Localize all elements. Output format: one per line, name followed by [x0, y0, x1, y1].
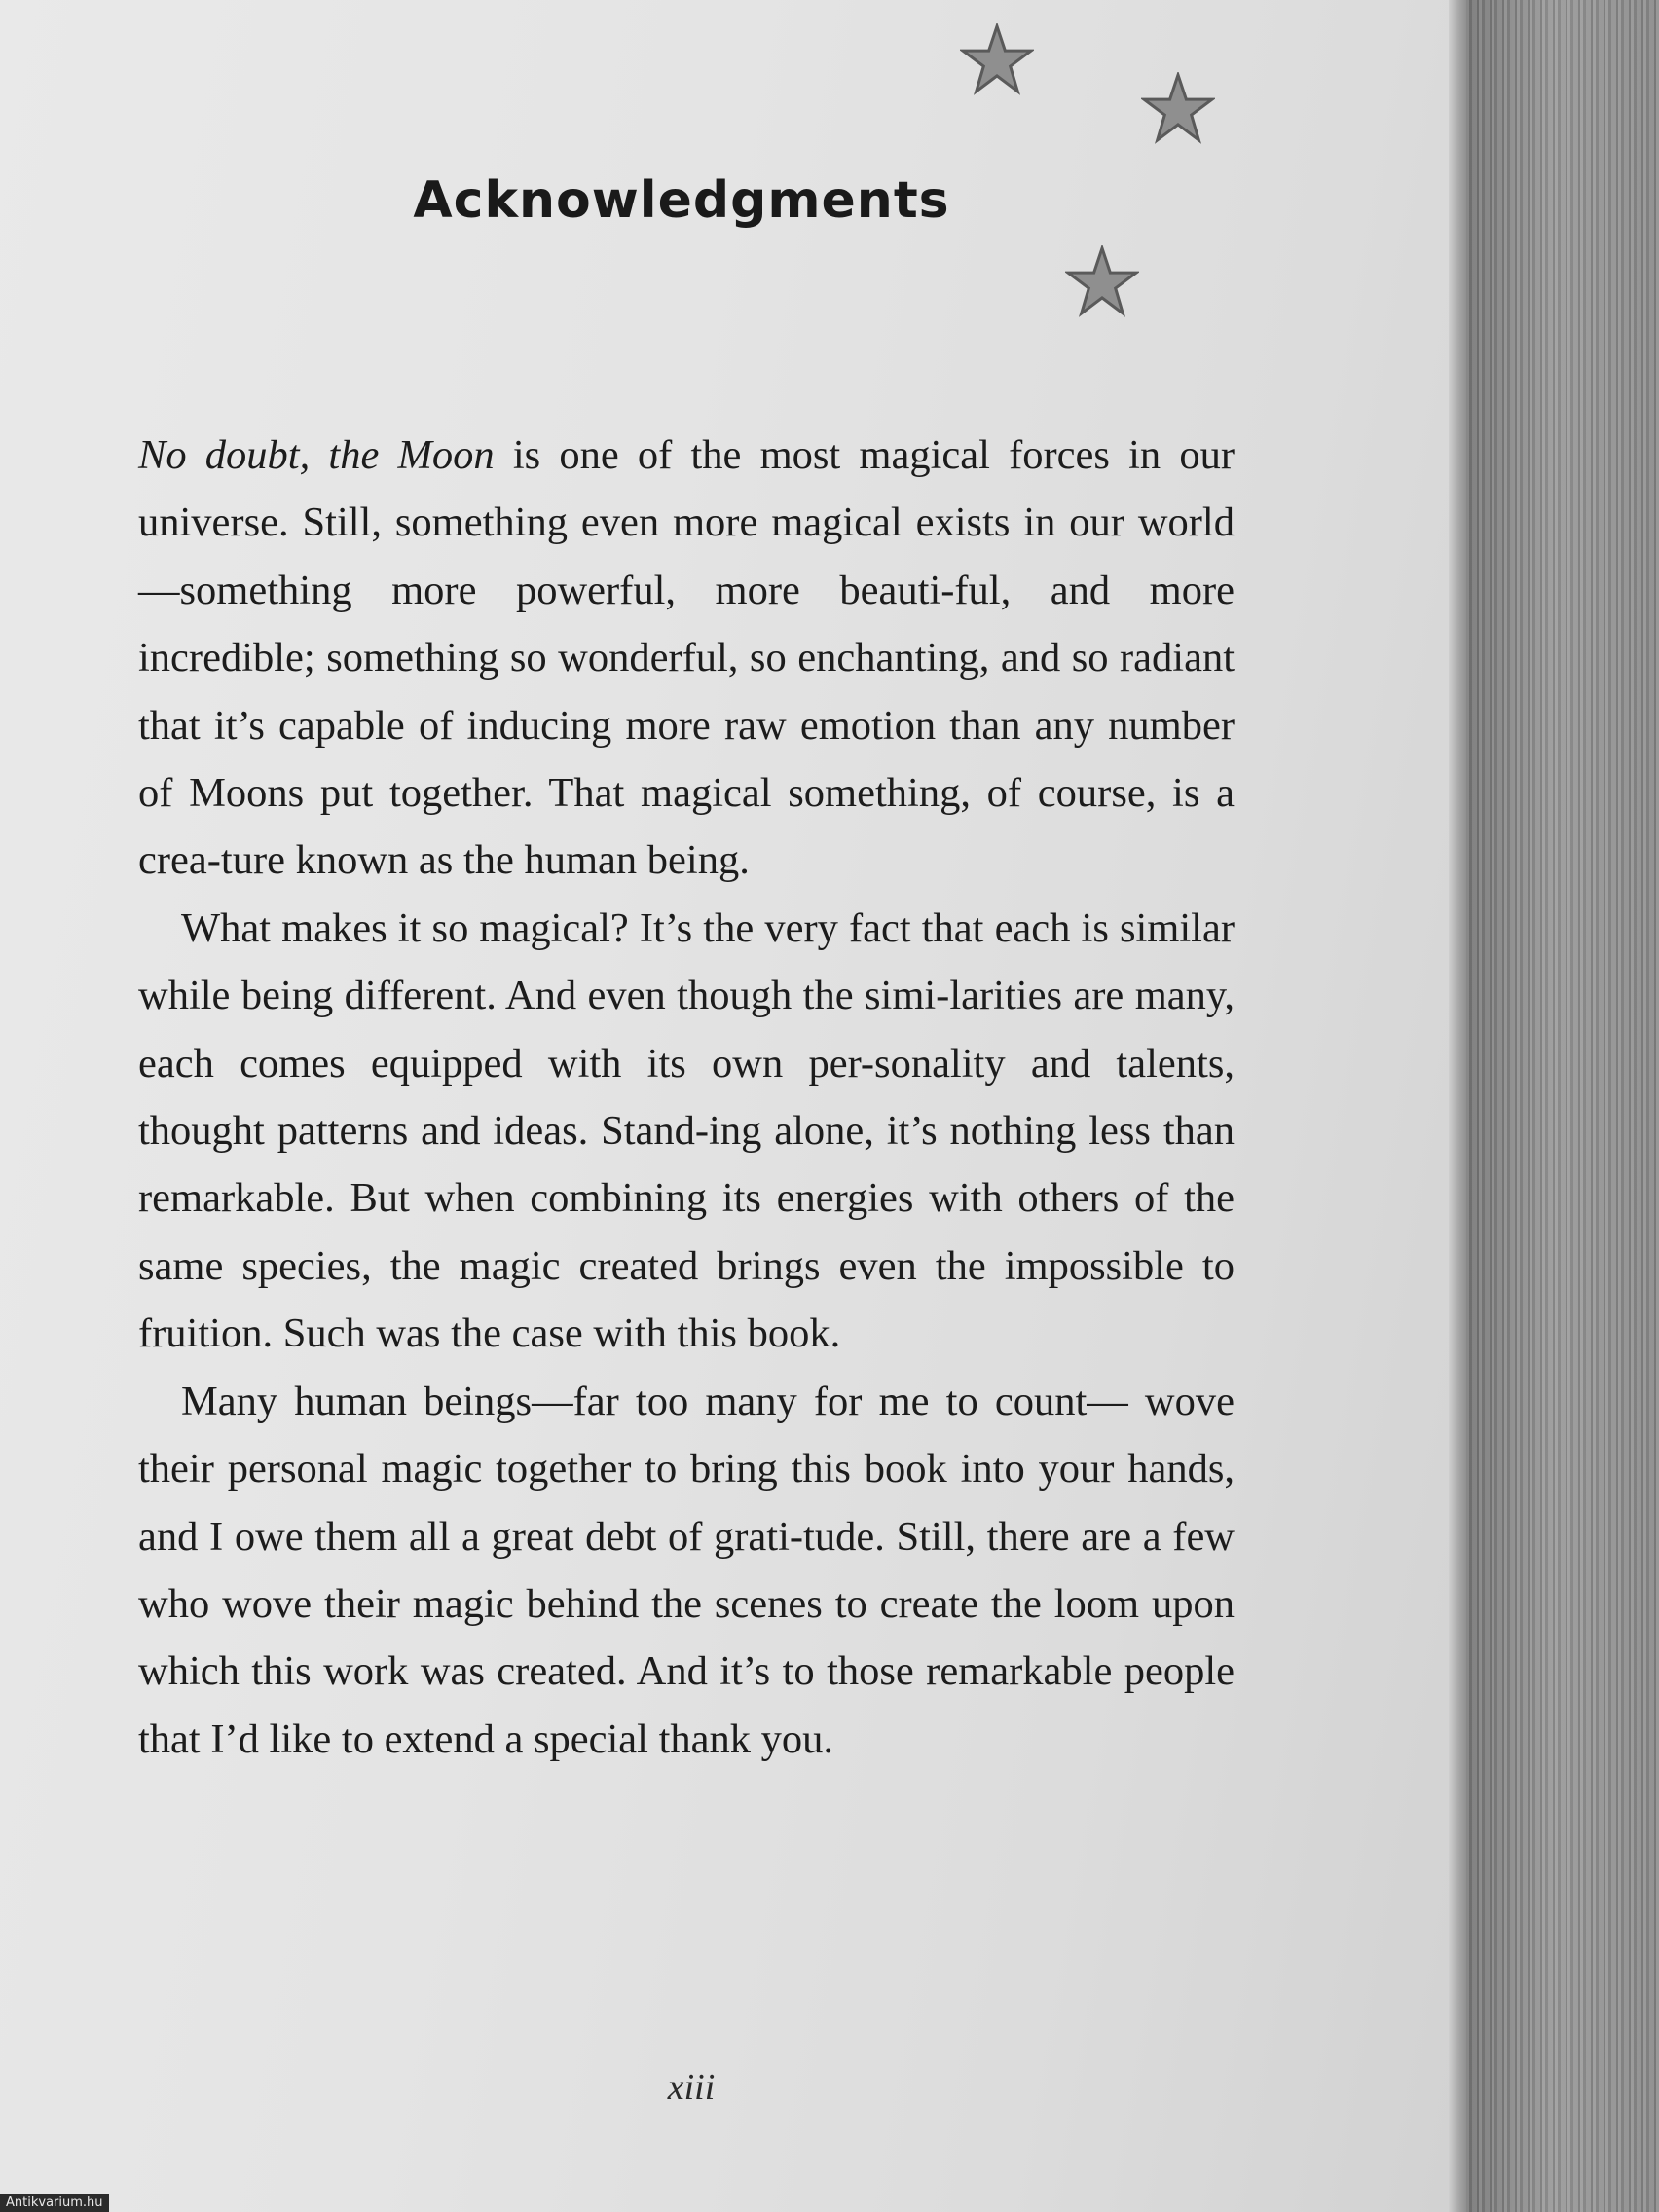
page-number: xiii — [667, 2067, 716, 2108]
wooden-surface — [1466, 0, 1659, 2212]
star-icon — [1065, 245, 1139, 319]
paragraph-3: Many human beings—far too many for me to count— wove their personal magic together to bring this book into your hands, and I owe them all a great debt of grati-​tude. Still, there are a few who wove their magic behind the scenes to create the loom upon which this work was created. And it’s to those remarkable people that I’d like to extend a special thank you. — [138, 1378, 1235, 1762]
star-icon — [960, 23, 1034, 97]
page-edge — [1449, 0, 1468, 2212]
watermark: Antikvarium.hu — [0, 2194, 109, 2212]
page-title: Acknowledgments — [413, 171, 950, 230]
star-icon — [1141, 72, 1215, 146]
paragraph-2: What makes it so magical? It’s the very fact that each is similar while being different. And even though the simi-​larities are many, each comes equipped with its own per-​sonality and talents, thought patterns and ideas. Stand-​ing alone, it’s nothing less than remarkable. But when combining its energies with others of the same species, the magic created brings even the impossible to fruition. Such was the case with this book. — [138, 904, 1235, 1357]
italic-lead: No doubt, the Moon — [138, 432, 495, 478]
paragraph-1 — [138, 422, 1235, 895]
body-text — [138, 422, 1235, 1773]
paragraph-1-text: is one of the most magical forces in our universe. Still, something even more magical exists in our world—something more powerful, more beauti-​ful, and more incredible; something so wonderful, so enchanting, and so radiant that it’s capable of inducing more raw emotion than any number of Moons put together. That magical something, of course, is a crea-​ture known as the human being. — [138, 432, 1235, 884]
